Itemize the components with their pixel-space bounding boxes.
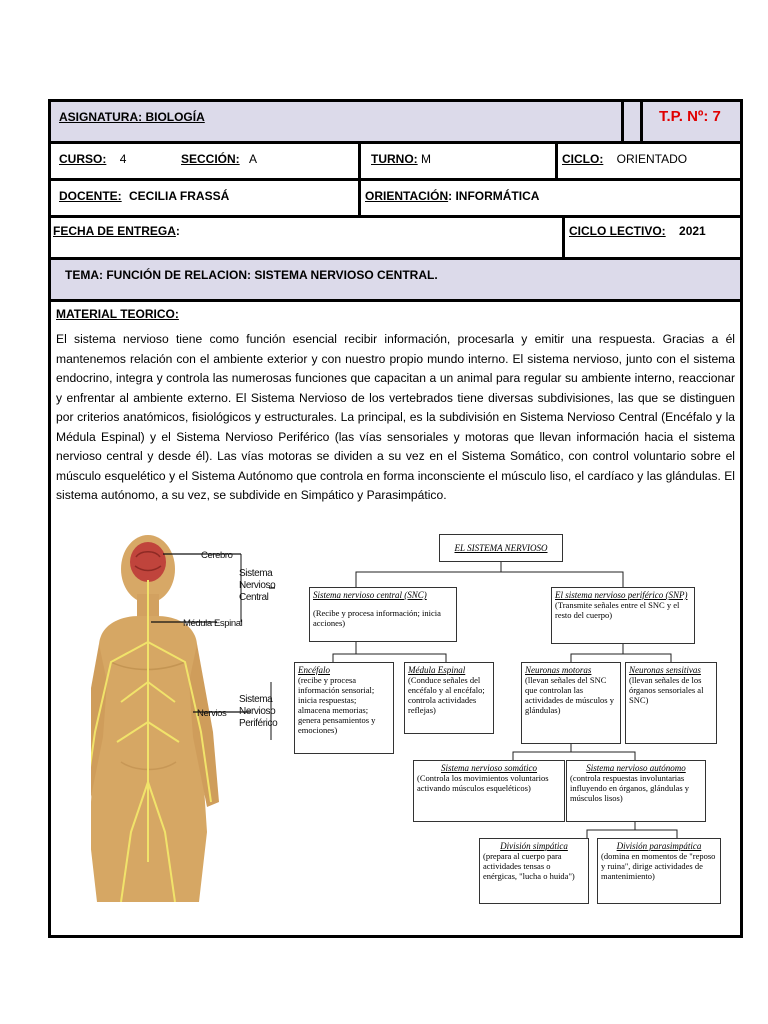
tema-row <box>51 260 740 302</box>
label-snp: Sistema Nervioso Periférico <box>239 694 278 729</box>
snp-title: El sistema nervioso periférico (SNP) <box>555 590 688 600</box>
seccion-field: SECCIÓN: A <box>181 152 258 166</box>
material-section <box>56 304 735 506</box>
curso-field: CURSO: 4 <box>59 152 127 166</box>
worksheet-frame <box>48 99 743 938</box>
label-medula: Médula Espinal <box>183 618 243 629</box>
diagram-root-title: EL SISTEMA NERVIOSO <box>454 543 548 553</box>
snc-box <box>309 587 457 642</box>
nervous-system-figure <box>51 532 740 912</box>
parasimpatica-box <box>597 838 721 904</box>
autonomo-desc: (controla respuestas involuntarias influyendo en órganos, glándulas y músculos lisos) <box>570 773 690 803</box>
autonomo-title: Sistema nervioso autónomo <box>586 763 686 773</box>
header-row-fecha <box>51 218 740 260</box>
somatico-box <box>413 760 565 822</box>
medula-title: Médula Espinal <box>408 665 466 675</box>
tp-number: T.P. Nº: 7 <box>640 102 740 141</box>
material-title: MATERIAL TEORICO: <box>56 307 179 321</box>
turno-field: TURNO: M <box>358 144 558 178</box>
header-row-curso <box>51 144 740 181</box>
medula-desc: (Conduce señales del encéfalo y al encéfalo; controla actividades reflejas) <box>408 675 485 715</box>
neuronas-motoras-box <box>521 662 621 744</box>
neuronas-motoras-desc: (llevan señales del SNC que controlan las actividades de músculos y glándulas) <box>525 675 614 715</box>
simpatica-desc: (prepara al cuerpo para actividades tensas o enérgicas, "lucha o huida") <box>483 851 575 881</box>
encefalo-title: Encéfalo <box>298 665 330 675</box>
fecha-field: FECHA DE ENTREGA: <box>53 224 180 238</box>
neuronas-sensitivas-desc: (llevan señales de los órganos sensoriales al SNC) <box>629 675 704 705</box>
snc-title: Sistema nervioso central (SNC) <box>313 590 427 600</box>
header-row-asignatura <box>51 102 740 144</box>
label-nervios: Nervios <box>197 708 227 719</box>
label-snc: Sistema Nervioso Central <box>239 568 276 603</box>
snc-desc: (Recibe y procesa información; inicia acciones) <box>313 608 441 628</box>
somatico-title: Sistema nervioso somático <box>441 763 537 773</box>
snp-desc: (Transmite señales entre el SNC y el resto del cuerpo) <box>555 600 680 620</box>
medula-box <box>404 662 494 734</box>
neuronas-sensitivas-title: Neuronas sensitivas <box>629 665 701 675</box>
neuronas-sensitivas-box <box>625 662 717 744</box>
encefalo-box <box>294 662 394 754</box>
header-row-docente <box>51 181 740 218</box>
simpatica-title: División simpática <box>500 841 568 851</box>
autonomo-box <box>566 760 706 822</box>
diagram-root-box <box>439 534 563 562</box>
tema-title: TEMA: FUNCIÓN DE RELACION: SISTEMA NERVIOSO CENTRAL. <box>65 268 438 282</box>
orientacion-field: ORIENTACIÓN: INFORMÁTICA <box>358 181 740 215</box>
ciclo-lectivo-field: CICLO LECTIVO: 2021 <box>562 218 740 257</box>
ciclo-field: CICLO: ORIENTADO <box>555 144 740 178</box>
parasimpatica-title: División parasimpática <box>616 841 702 851</box>
simpatica-box <box>479 838 589 904</box>
somatico-desc: (Controla los movimientos voluntarios activando músculos esqueléticos) <box>417 773 549 793</box>
parasimpatica-desc: (domina en momentos de "reposo y ruina", dirige actividades de mantenimiento) <box>601 851 716 881</box>
neuronas-motoras-title: Neuronas motoras <box>525 665 592 675</box>
encefalo-desc: (recibe y procesa información sensorial; inicia respuestas; almacena memorias; genera pensamientos y emociones) <box>298 675 376 735</box>
snp-box <box>551 587 695 644</box>
label-cerebro: Cerebro <box>201 550 233 561</box>
material-paragraph: El sistema nervioso tiene como función esencial recibir información, procesarla y emitir una respuesta. Gracias a él mantenemos relación con el ambiente exterior y con nuestro propio mundo interno. El sistema nervioso, junto con el sistema endocrino, integra y controla las numerosas funciones que capacitan a un animal para regular su ambiente interno, reaccionar y enfrentar al ambiente externo. El Sistema Nervioso de los vertebrados tiene diversas subdivisiones, las que se distinguen por criterios anatómicos, fisiológicos y estructurales. La principal, es la subdivisión en Sistema Nervioso Central (Encéfalo y la Médula Espinal) y el Sistema Nervioso Periférico (las vías sensoriales y motoras que llevan información hacia el sistema nervioso central y desde él). Las vías motoras se dividen a su vez en el Sistema Somático, con control voluntario sobre el músculo esquelético y el Sistema Autónomo que controla en forma inconsciente el músculo liso, el cardíaco y las glándulas. El sistema autónomo, a su vez, se subdivide en Simpático y Parasimpático. <box>56 332 735 502</box>
asignatura-label: ASIGNATURA: BIOLOGÍA <box>59 110 205 124</box>
docente-field: DOCENTE: CECILIA FRASSÁ <box>59 189 230 203</box>
